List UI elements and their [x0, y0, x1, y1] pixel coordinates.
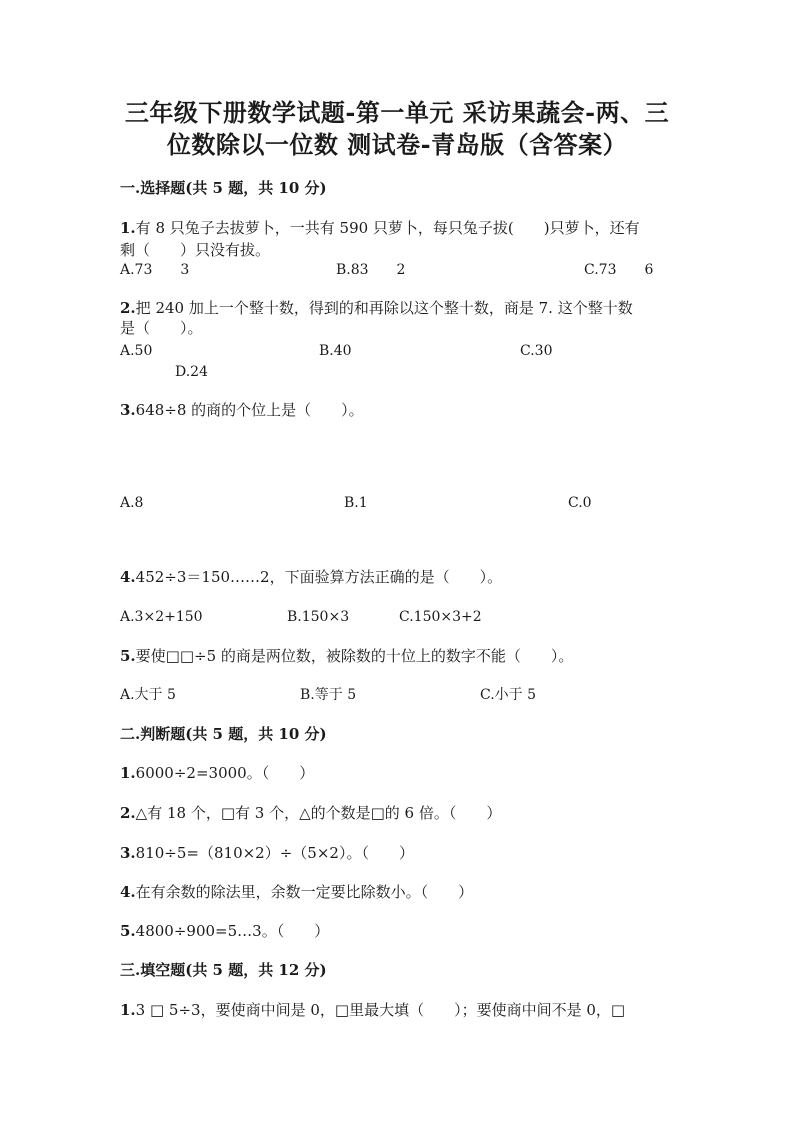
question-4	[120, 567, 502, 587]
judge-item	[120, 803, 501, 823]
option-a: A.3×2+150	[120, 609, 203, 625]
question-text: 在有余数的除法里，余数一定要比除数小。（ ）	[135, 883, 474, 901]
judge-item	[120, 763, 314, 783]
question-number: 3.	[120, 401, 136, 419]
question-text: 要使□□÷5 的商是两位数，被除数的十位上的数字不能（ ）。	[135, 647, 574, 665]
option-b: B.1	[344, 495, 368, 511]
option-c: C.小于 5	[480, 687, 537, 703]
option-c: C.73 6	[584, 262, 654, 278]
option-c: C.0	[568, 495, 592, 511]
question-1	[120, 218, 640, 238]
option-b: B.150×3	[287, 609, 350, 625]
question-number: 1.	[120, 1001, 136, 1019]
question-text: △有 18 个，□有 3 个，△的个数是□的 6 倍。（ ）	[135, 804, 502, 822]
question-text: 3 □ 5÷3，要使商中间是 0，□里最大填（ ）；要使商中间不是 0，□	[135, 1001, 626, 1019]
question-text: 4800÷900=5…3。（ ）	[135, 922, 330, 940]
section-heading-choice: 一.选择题(共 5 题，共 10 分)	[120, 179, 327, 197]
question-text: 452÷3＝150……2，下面验算方法正确的是（ ）。	[135, 568, 503, 586]
option-a: A.73 3	[120, 262, 190, 278]
question-number: 2.	[120, 804, 136, 822]
question-number: 1.	[120, 219, 136, 237]
question-text: 810÷5=（810×2）÷（5×2）。（ ）	[135, 844, 414, 862]
question-number: 2.	[120, 299, 136, 317]
option-b: B.83 2	[336, 262, 406, 278]
judge-item	[120, 882, 473, 902]
fill-item	[120, 1000, 625, 1020]
judge-item	[120, 843, 414, 863]
question-text: 648÷8 的商的个位上是（ ）。	[135, 401, 364, 419]
option-d: D.24	[175, 364, 208, 380]
option-a: A.大于 5	[120, 687, 176, 703]
question-text: 有 8 只兔子去拔萝卜，一共有 590 只萝卜，每只兔子拔( )只萝卜，还有	[135, 219, 640, 237]
question-number: 5.	[120, 647, 136, 665]
option-a: A.8	[120, 495, 144, 511]
question-number: 1.	[120, 764, 136, 782]
question-number: 4.	[120, 568, 136, 586]
option-a: A.50	[120, 343, 153, 359]
option-b: B.等于 5	[300, 687, 357, 703]
question-number: 5.	[120, 922, 136, 940]
page-title-line1: 三年级下册数学试题-第一单元 采访果蔬会-两、三	[124, 98, 670, 127]
section-heading-judge: 二.判断题(共 5 题，共 10 分)	[120, 725, 327, 743]
question-text: 把 240 加上一个整十数，得到的和再除以这个整十数，商是 7. 这个整十数	[135, 299, 633, 317]
option-b: B.40	[319, 343, 352, 359]
page-title-line2: 位数除以一位数 测试卷-青岛版（含答案）	[166, 130, 628, 159]
question-text: 6000÷2=3000。（ ）	[135, 764, 315, 782]
judge-item	[120, 921, 329, 941]
question-2	[120, 298, 633, 318]
question-1-line2: 剩（ ）只没有拔。	[120, 241, 271, 259]
question-3	[120, 400, 364, 420]
option-c: C.150×3+2	[399, 609, 482, 625]
option-c: C.30	[520, 343, 553, 359]
question-number: 4.	[120, 883, 136, 901]
question-2-line2: 是（ ）。	[120, 319, 203, 337]
section-heading-fill: 三.填空题(共 5 题，共 12 分)	[120, 961, 327, 979]
question-5	[120, 646, 573, 666]
question-number: 3.	[120, 844, 136, 862]
